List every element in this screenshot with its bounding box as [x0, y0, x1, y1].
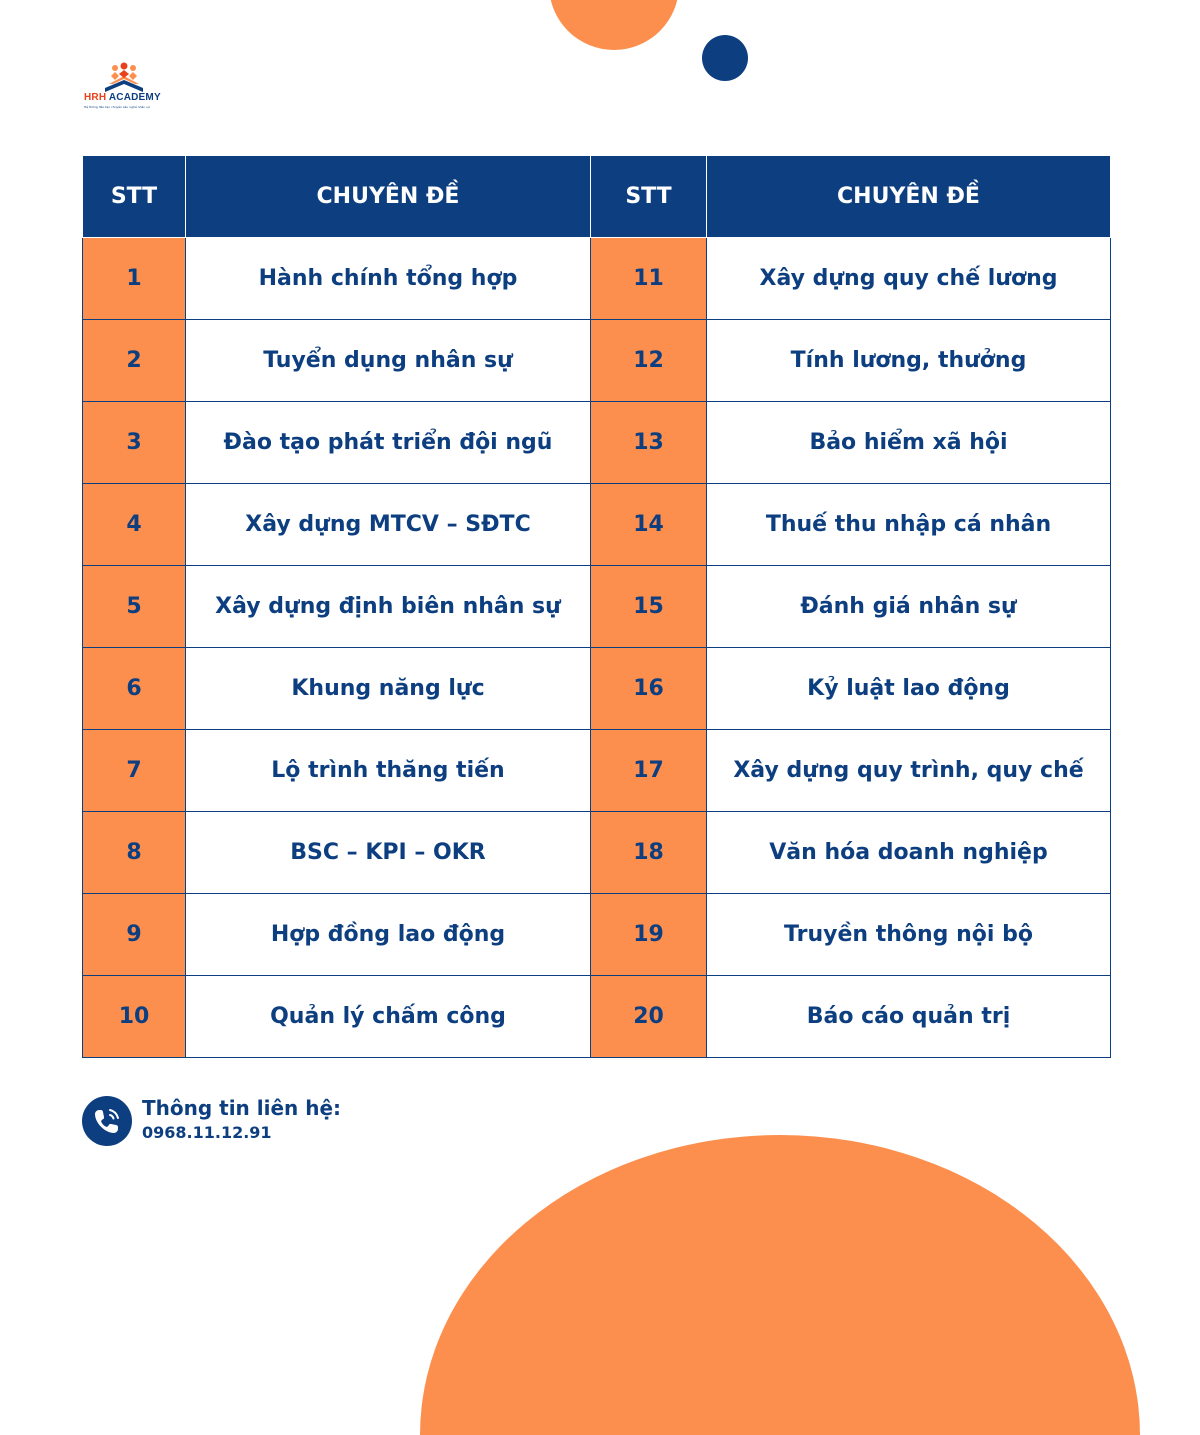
stt-cell: 6 [83, 648, 186, 730]
stt-cell: 18 [591, 812, 707, 894]
stt-cell: 14 [591, 484, 707, 566]
stt-cell: 13 [591, 402, 707, 484]
stt-cell: 2 [83, 320, 186, 402]
table-row [83, 238, 1111, 320]
table-row [83, 730, 1111, 812]
topic-cell: Báo cáo quản trị [707, 976, 1111, 1058]
stt-cell: 10 [83, 976, 186, 1058]
stt-cell: 9 [83, 894, 186, 976]
topic-cell: Xây dựng MTCV – SĐTC [186, 484, 591, 566]
table-row [83, 484, 1111, 566]
topic-cell: Đào tạo phát triển đội ngũ [186, 402, 591, 484]
header-topic-right: CHUYÊN ĐỀ [707, 156, 1111, 238]
topic-cell: Quản lý chấm công [186, 976, 591, 1058]
table-row [83, 894, 1111, 976]
stt-cell: 3 [83, 402, 186, 484]
topic-cell: Tính lương, thưởng [707, 320, 1111, 402]
topic-cell: Thuế thu nhập cá nhân [707, 484, 1111, 566]
stt-cell: 16 [591, 648, 707, 730]
topic-cell: Hành chính tổng hợp [186, 238, 591, 320]
stt-cell: 19 [591, 894, 707, 976]
topic-cell: Văn hóa doanh nghiệp [707, 812, 1111, 894]
contact-title: Thông tin liên hệ: [142, 1096, 342, 1120]
topic-cell: Lộ trình thăng tiến [186, 730, 591, 812]
table-row [83, 976, 1111, 1058]
phone-icon [82, 1096, 132, 1146]
logo-tagline: Hệ thống đào tạo chuyên sâu nghề nhân sự [84, 105, 150, 109]
topic-cell: Đánh giá nhân sự [707, 566, 1111, 648]
stt-cell: 4 [83, 484, 186, 566]
stt-cell: 1 [83, 238, 186, 320]
topics-table [82, 155, 1111, 1058]
topic-cell: Xây dựng định biên nhân sự [186, 566, 591, 648]
stt-cell: 17 [591, 730, 707, 812]
header-topic-left: CHUYÊN ĐỀ [186, 156, 591, 238]
logo-wordmark: HRH ACADEMY [84, 92, 161, 103]
topic-cell: Hợp đồng lao động [186, 894, 591, 976]
decor-arc-orange-bottom [420, 1135, 1140, 1435]
table-row [83, 648, 1111, 730]
topic-cell: Xây dựng quy chế lương [707, 238, 1111, 320]
table-row [83, 320, 1111, 402]
header-stt-right: STT [591, 156, 707, 238]
stt-cell: 15 [591, 566, 707, 648]
topic-cell: BSC – KPI – OKR [186, 812, 591, 894]
stt-cell: 20 [591, 976, 707, 1058]
stt-cell: 7 [83, 730, 186, 812]
decor-circle-blue-top [702, 35, 748, 81]
table-row [83, 812, 1111, 894]
topic-cell: Kỷ luật lao động [707, 648, 1111, 730]
contact-phone-number[interactable]: 0968.11.12.91 [142, 1123, 272, 1142]
table-row [83, 566, 1111, 648]
stt-cell: 12 [591, 320, 707, 402]
table-row [83, 402, 1111, 484]
academy-logo-icon [99, 62, 149, 94]
topic-cell: Truyền thông nội bộ [707, 894, 1111, 976]
topic-cell: Khung năng lực [186, 648, 591, 730]
hrh-academy-logo [84, 62, 164, 112]
topic-cell: Tuyển dụng nhân sự [186, 320, 591, 402]
stt-cell: 11 [591, 238, 707, 320]
header-stt-left: STT [83, 156, 186, 238]
stt-cell: 8 [83, 812, 186, 894]
decor-circle-orange-top [549, 0, 679, 50]
stt-cell: 5 [83, 566, 186, 648]
topic-cell: Bảo hiểm xã hội [707, 402, 1111, 484]
topic-cell: Xây dựng quy trình, quy chế [707, 730, 1111, 812]
table-header-row [83, 156, 1111, 238]
